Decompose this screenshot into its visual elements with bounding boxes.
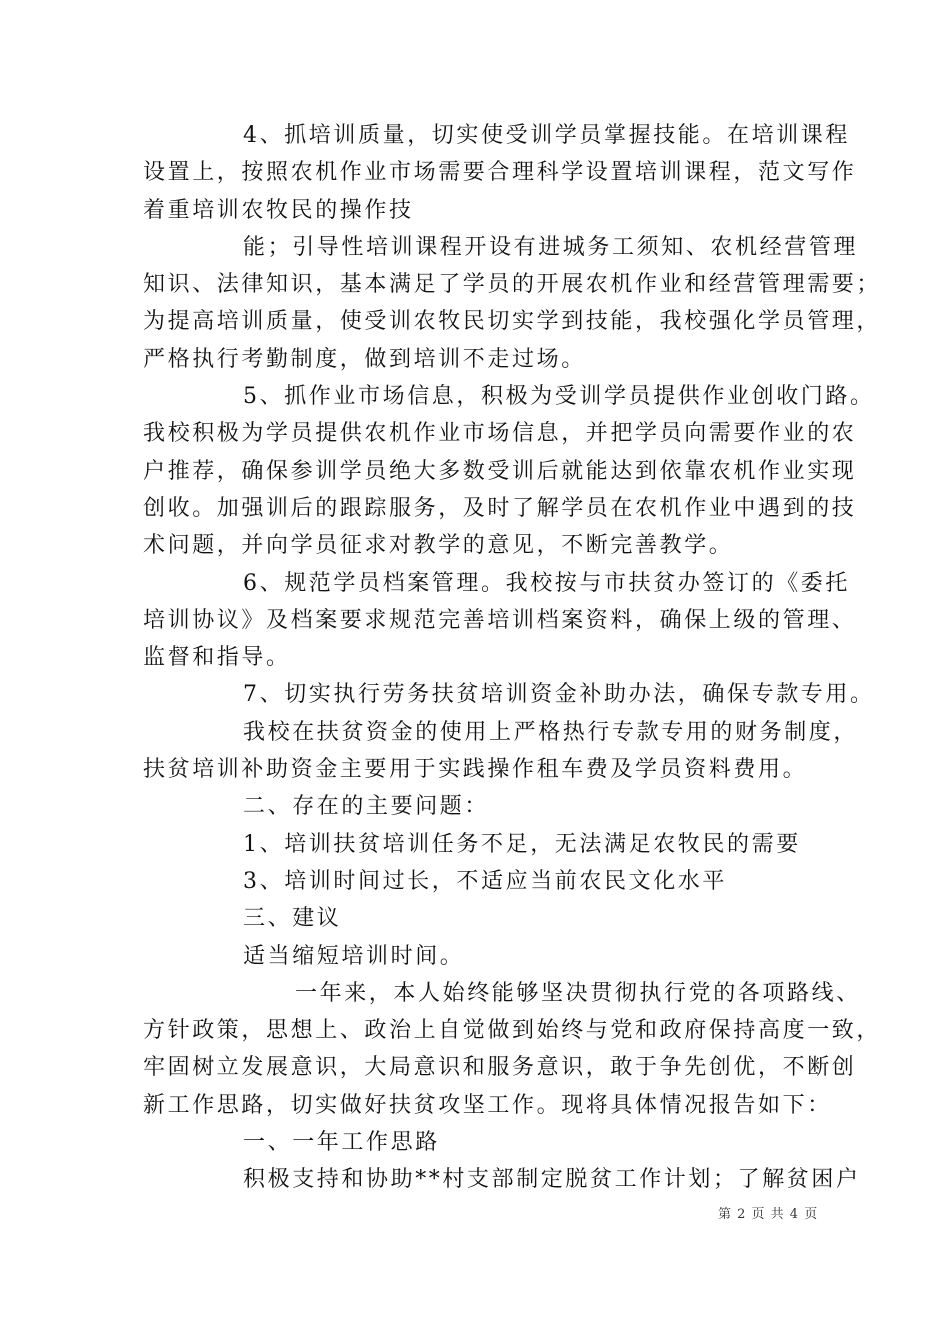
text-line: 术问题，并向学员征求对教学的意见，不断完善教学。 [143, 533, 734, 559]
text-line: 为提高培训质量，使受训农牧民切实学到技能，我校强化学员管理， [143, 309, 882, 335]
text-line: 6、规范学员档案管理。我校按与市扶贫办签订的《委托 [243, 570, 850, 596]
text-line: 我校积极为学员提供农机作业市场信息，并把学员向需要作业的农 [143, 421, 857, 447]
text-line: 一年来，本人始终能够坚决贯彻执行党的各项路线、 [295, 980, 861, 1006]
text-line: 新工作思路，切实做好扶贫攻坚工作。现将具体情况报告如下： [143, 1092, 832, 1118]
text-line: 监督和指导。 [143, 645, 291, 671]
page-number-footer: 第 2 页 共 4 页 [718, 1207, 819, 1222]
text-line: 创收。加强训后的跟踪服务，及时了解学员在农机作业中遇到的技 [143, 495, 857, 521]
text-line: 7、切实执行劳务扶贫培训资金补助办法，确保专款专用。 [243, 682, 875, 708]
text-line: 牢固树立发展意识，大局意识和服务意识，敢于争先创优，不断创 [143, 1055, 857, 1081]
text-line: 知识、法律知识，基本满足了学员的开展农机作业和经营管理需要； [143, 272, 882, 298]
text-line: 培训协议》及档案要求规范完善培训档案资料，确保上级的管理、 [143, 607, 857, 633]
text-line: 着重培训农牧民的操作技 [143, 197, 414, 223]
section-heading: 一、一年工作思路 [243, 1130, 440, 1156]
text-line: 方针政策，思想上、政治上自觉做到始终与党和政府保持高度一致， [143, 1018, 882, 1044]
list-item: 3、培训时间过长，不适应当前农民文化水平 [243, 868, 727, 894]
text-line: 4、抓培训质量，切实使受训学员掌握技能。在培训课程 [243, 123, 850, 148]
text-line: 严格执行考勤制度，做到培训不走过场。 [143, 346, 586, 372]
text-line: 设置上，按照农机作业市场需要合理科学设置培训课程，范文写作 [143, 160, 857, 186]
document-body [143, 117, 882, 1199]
text-line: 5、抓作业市场信息，积极为受训学员提供作业创收门路。 [243, 384, 875, 410]
section-heading: 三、建议 [243, 906, 342, 932]
section-heading: 二、存在的主要问题： [243, 794, 490, 820]
text-line: 户推荐，确保参训学员绝大多数受训后就能达到依靠农机作业实现 [143, 458, 857, 484]
text-line: 扶贫培训补助资金主要用于实践操作租车费及学员资料费用。 [143, 757, 808, 783]
text-line: 我校在扶贫资金的使用上严格热行专款专用的财务制度， [243, 719, 859, 745]
text-line: 积极支持和协助**村支部制定脱贫工作计划；了解贫困户 [243, 1167, 861, 1193]
text-line: 适当缩短培训时间。 [243, 943, 465, 969]
list-item: 1、培训扶贫培训任务不足，无法满足农牧民的需要 [243, 831, 801, 857]
text-line: 能；引导性培训课程开设有进城务工须知、农机经营管理 [243, 234, 859, 260]
